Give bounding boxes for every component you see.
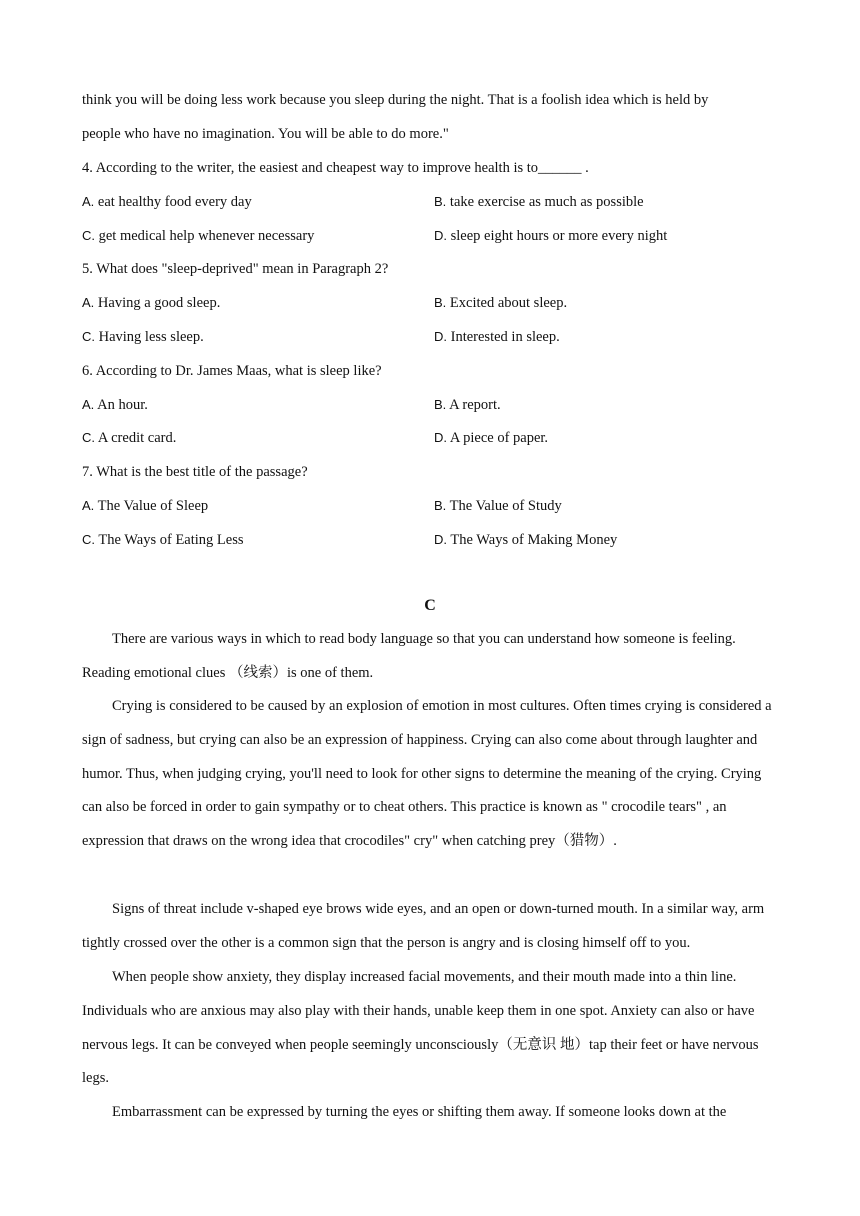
passage-paragraph-3: Signs of threat include v-shaped eye brows wide eyes, and an open or down-turned mouth. In a similar way, arm tightly crossed over the other is a common sign that the person is angry and is closing himself off to you. [82, 901, 765, 951]
intro-line-2: people who have no imagination. You will be able to do more." [82, 126, 449, 142]
q6-option-d: D. A piece of paper. [434, 430, 549, 446]
q5-option-d: D. Interested in sleep. [434, 329, 560, 345]
q5-option-a: A. Having a good sleep. [82, 295, 221, 311]
q5-option-c: C. Having less sleep. [82, 329, 204, 345]
q4-option-c: C. get medical help whenever necessary [82, 228, 315, 244]
q7-option-c: C. The Ways of Eating Less [82, 532, 244, 548]
q6-option-c: C. A credit card. [82, 430, 177, 446]
passage-paragraph-1: There are various ways in which to read body language so that you can understand how someone is feeling. Reading emotional clues （线索）is one of them. [82, 631, 736, 681]
passage-paragraph-4: When people show anxiety, they display increased facial movements, and their mouth made into a thin line. Individuals who are anxious may also play with their hands, unable keep them in one spot. Anxiety can also or have nervous legs. It can be conveyed when people seemingly unconsciously（无意识 地）tap their feet or have nervous legs. [82, 969, 759, 1087]
question-4-stem: 4. According to the writer, the easiest and cheapest way to improve health is to______ . [82, 160, 589, 176]
question-7-stem: 7. What is the best title of the passage? [82, 464, 308, 480]
intro-line-1: think you will be doing less work because you sleep during the night. That is a foolish idea which is held by [82, 92, 709, 108]
question-6-stem: 6. According to Dr. James Maas, what is sleep like? [82, 363, 382, 379]
passage-paragraph-5: Embarrassment can be expressed by turning the eyes or shifting them away. If someone looks down at the [112, 1104, 727, 1120]
q7-option-b: B. The Value of Study [434, 498, 562, 514]
passage-paragraph-2: Crying is considered to be caused by an explosion of emotion in most cultures. Often times crying is considered a sign of sadness, but crying can also be an expression of happiness. Crying can also come about through laughter and humor. Thus, when judging crying, you'll need to look for other signs to determine the meaning of the crying. Crying can also be forced in order to gain sympathy or to cheat others. This practice is known as " crocodile tears" , an expression that draws on the wrong idea that crocodiles" cry" when catching prey（猎物）. [82, 698, 772, 850]
q4-option-b: B. take exercise as much as possible [434, 194, 644, 210]
q4-option-a: A. eat healthy food every day [82, 194, 252, 210]
q6-option-a: A. An hour. [82, 397, 148, 413]
q4-option-d: D. sleep eight hours or more every night [434, 228, 668, 244]
q5-option-b: B. Excited about sleep. [434, 295, 568, 311]
q7-option-d: D. The Ways of Making Money [434, 532, 618, 548]
question-5-stem: 5. What does "sleep-deprived" mean in Paragraph 2? [82, 261, 389, 277]
section-heading: C [424, 597, 436, 614]
q6-option-b: B. A report. [434, 397, 501, 413]
q7-option-a: A. The Value of Sleep [82, 498, 209, 514]
